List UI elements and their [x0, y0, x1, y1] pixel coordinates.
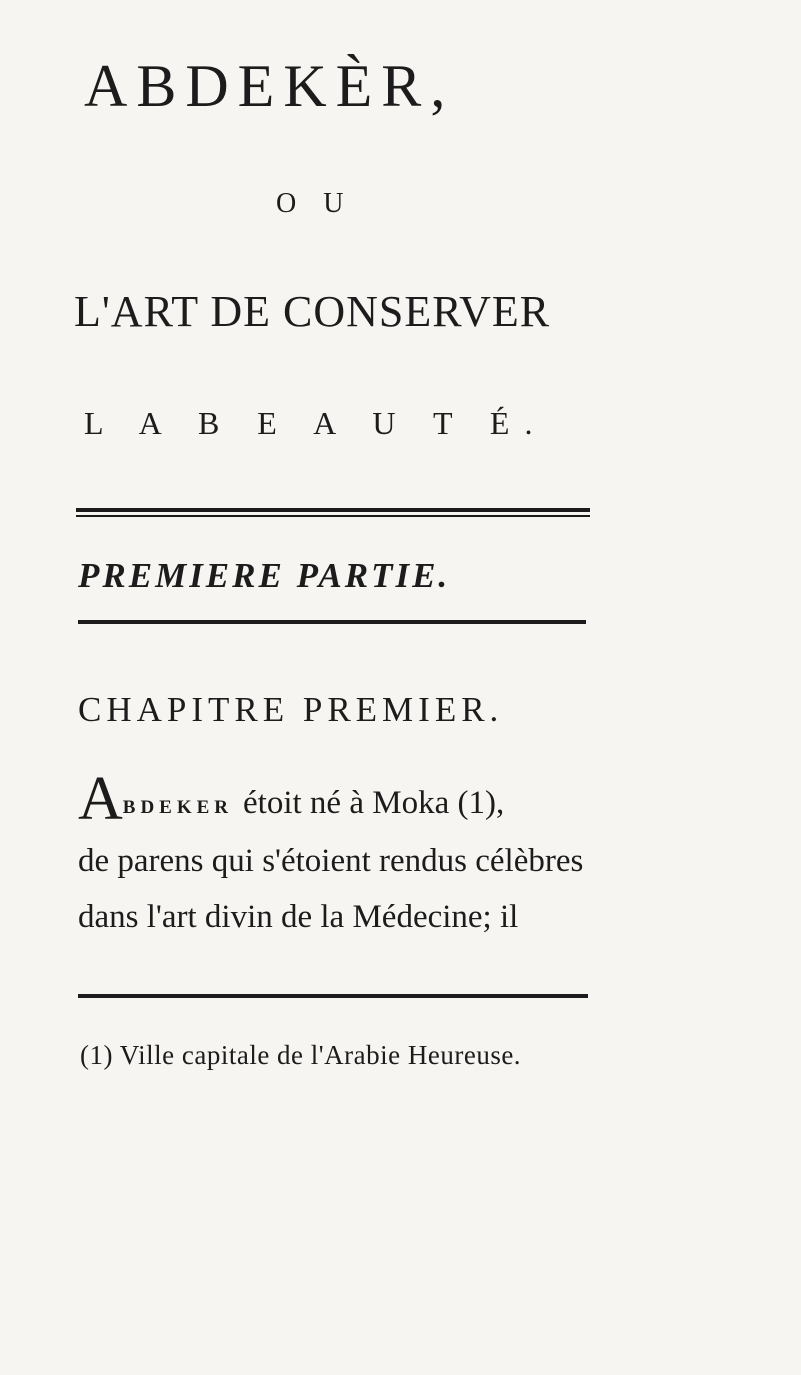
paragraph-line-1: [78, 765, 598, 836]
part-heading: PREMIERE PARTIE.: [78, 556, 451, 595]
book-title: ABDEKÈR,: [84, 53, 455, 119]
name-smallcaps: BDEKER: [122, 797, 234, 818]
paragraph-line-3: dans l'art divin de la Médecine; il: [78, 899, 519, 935]
middle-rule: [78, 620, 586, 624]
paragraph-line-2: de parens qui s'étoient rendus célèbres: [78, 843, 584, 879]
top-rule: [76, 508, 590, 512]
footnote: (1) Ville capitale de l'Arabie Heureuse.: [80, 1040, 522, 1070]
top-rule-thin: [76, 515, 590, 517]
conjunction-ou: O U: [276, 188, 354, 219]
drop-cap: A: [78, 765, 123, 833]
subtitle-line-1: L'ART DE CONSERVER: [74, 287, 551, 336]
paragraph-line-1-text: étoit né à Moka (1),: [243, 785, 505, 821]
chapter-heading: CHAPITRE PREMIER.: [78, 690, 504, 729]
subtitle-line-2: L A B E A U T É.: [84, 405, 548, 441]
footnote-rule: [78, 994, 588, 998]
